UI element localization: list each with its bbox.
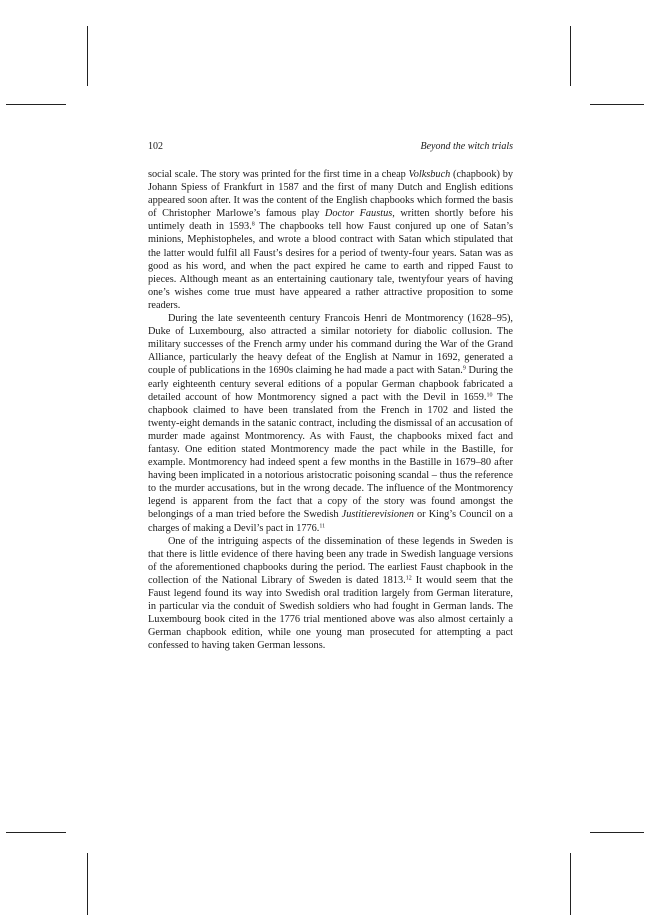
running-head (148, 140, 513, 154)
body-text (148, 168, 513, 652)
crop-mark-top-right-vertical (570, 26, 571, 86)
crop-mark-bottom-left-vertical (87, 853, 88, 915)
paragraph-2-italic-justitierevisionen: Justitierevisionen (341, 509, 414, 521)
paragraph-1-text-4: The chapbooks tell how Faust conjured up one of Satan’s minions, Mephistopheles, and wrote a blood contract with Satan which stipulated that the latter would fulfil all Faust’s desires for a period of twenty-four years. Satan was as good as his word, and when the pact expired he came to earth and ripped Faust to pieces. Although meant as an entertaining cautionary tale, twentyfour years of having one’s wishes come true must have appeared a rather attractive proposition to some readers. (148, 221, 513, 311)
crop-mark-top-right-horizontal (590, 104, 644, 105)
paragraph-1-text-1: social scale. The story was printed for the first time in a cheap (148, 169, 409, 180)
crop-mark-top-left-horizontal (6, 104, 66, 105)
paragraph-2-text-4: or King’s Council on a charges of making a Devil’s pact in 1776. (148, 509, 513, 534)
paragraph-1-text-3: , written shortly before his untimely death in 1593. (148, 208, 513, 233)
page-number: 102 (148, 141, 163, 152)
footnote-ref-10: 10 (486, 392, 493, 399)
paragraph-2-text-3: The chapbook claimed to have been translated from the French in 1702 and listed the twenty-eight demands in the satanic contract, including the dismissal of an accusation of murder made against Montmorency. As with Faust, the chapbooks mixed fact and fantasy. One edition stated Montmorency made the pact while in the Bastille, for example. Montmorency had indeed spent a few months in the Bastille in 1679–80 after having been implicated in a notorious aristocratic poisoning scandal – thus the reference to the murder accusations, but in the wrong decade. The influence of the Montmorency legend is apparent from the fact that a copy of the story was found amongst the belongings of a man tried before the Swedish (148, 391, 513, 521)
paragraph-1-text-2: (chapbook) by Johann Spiess of Frankfurt in 1587 and the first of many Dutch and English editions appeared soon after. It was the content of the English chapbooks which formed the basis of Christopher Marlowe’s famous play (148, 169, 513, 220)
paragraph-3 (148, 535, 513, 653)
footnote-ref-11: 11 (319, 523, 326, 530)
paragraph-2-text-2: During the early eighteenth century several editions of a popular German chapbook fabricated a detailed account of how Montmorency signed a pact with the Devil in 1659. (148, 365, 513, 403)
paragraph-2-text-1: During the late seventeenth century Francois Henri de Montmorency (1628–95), Duke of Luxembourg, also attracted a similar notoriety for diabolic collusion. The military successes of the French army under his command during the War of the Grand Alliance, particularly the heavy defeat of the English at Namur in 1692, generated a couple of publications in the 1690s claiming he had made a pact with Satan. (148, 313, 513, 377)
paragraph-3-text-1: One of the intriguing aspects of the dissemination of these legends in Sweden is that there is little evidence of there having been any trade in Swedish language versions of the aforementioned chapbooks during the period. The earliest Faust chapbook in the collection of the National Library of Sweden is dated 1813. (148, 535, 513, 586)
crop-mark-top-left-vertical (87, 26, 88, 86)
paragraph-1-italic-doctor-faustus: Doctor Faustus (324, 208, 393, 220)
paragraph-2 (148, 312, 513, 535)
running-title: Beyond the witch trials (420, 141, 513, 152)
crop-mark-bottom-right-horizontal (590, 832, 644, 833)
crop-mark-bottom-right-vertical (570, 853, 571, 915)
footnote-ref-12: 12 (405, 575, 412, 582)
footnote-ref-8: 8 (251, 221, 255, 228)
footnote-ref-9: 9 (462, 365, 466, 372)
paragraph-3-text-2: It would seem that the Faust legend found its way into Swedish oral tradition largely from German literature, in particular via the conduit of Swedish soldiers who had fought in German lands. The Luxembourg book cited in the 1776 trial mentioned above was also almost certainly a German chapbook edition, while one young man prosecuted for attempting a pact confessed to having taken German lessons. (148, 574, 513, 652)
paragraph-1-italic-volksbuch: Volksbuch (408, 169, 451, 180)
paragraph-1 (148, 168, 513, 312)
crop-mark-bottom-left-horizontal (6, 832, 66, 833)
